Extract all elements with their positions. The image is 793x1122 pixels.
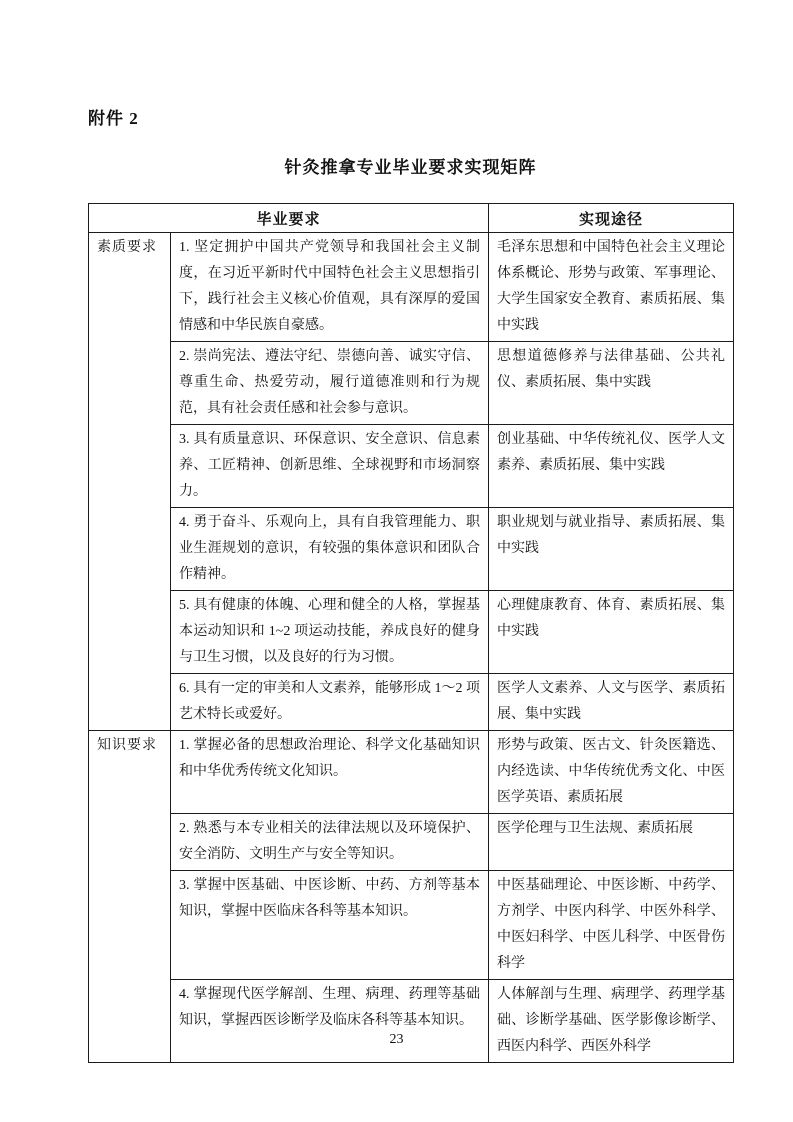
attachment-label: 附件 2 [88,109,139,128]
table-header-row [89,204,734,233]
column-header-pathway: 实现途径 [489,204,734,233]
pathway-cell: 心理健康教育、体育、素质拓展、集中实践 [489,591,734,674]
requirement-cell: 6. 具有一定的审美和人文素养，能够形成 1～2 项艺术特长或爱好。 [171,674,489,731]
requirement-cell: 4. 勇于奋斗、乐观向上，具有自我管理能力、职业生涯规划的意识，有较强的集体意识和团队合作精神。 [171,508,489,591]
table-row [89,814,734,871]
requirement-cell: 3. 具有质量意识、环保意识、安全意识、信息素养、工匠精神、创新思维、全球视野和市场洞察力。 [171,425,489,508]
requirement-cell: 2. 熟悉与本专业相关的法律法规以及环境保护、安全消防、文明生产与安全等知识。 [171,814,489,871]
pathway-cell: 毛泽东思想和中国特色社会主义理论体系概论、形势与政策、军事理论、大学生国家安全教育、素质拓展、集中实践 [489,233,734,342]
table-row [89,591,734,674]
page-title: 针灸推拿专业毕业要求实现矩阵 [284,158,537,177]
page-number: 23 [389,1032,404,1047]
table-row [89,980,734,1063]
graduation-requirements-matrix-table [88,203,734,1063]
table-row [89,871,734,980]
requirement-cell: 3. 掌握中医基础、中医诊断、中药、方剂等基本知识，掌握中医临床各科等基本知识。 [171,871,489,980]
pathway-cell: 医学人文素养、人文与医学、素质拓展、集中实践 [489,674,734,731]
column-header-requirement: 毕业要求 [89,204,489,233]
requirement-cell: 5. 具有健康的体魄、心理和健全的人格，掌握基本运动知识和 1~2 项运动技能，养成良好的健身与卫生习惯，以及良好的行为习惯。 [171,591,489,674]
table-row [89,233,734,342]
table-row [89,674,734,731]
requirement-cell: 4. 掌握现代医学解剖、生理、病理、药理等基础知识，掌握西医诊断学及临床各科等基本知识。 [171,980,489,1063]
table-row [89,731,734,814]
pathway-cell: 形势与政策、医古文、针灸医籍选、内经选读、中华传统优秀文化、中医医学英语、素质拓展 [489,731,734,814]
pathway-cell: 人体解剖与生理、病理学、药理学基础、诊断学基础、医学影像诊断学、西医内科学、西医外科学 [489,980,734,1063]
pathway-cell: 创业基础、中华传统礼仪、医学人文素养、素质拓展、集中实践 [489,425,734,508]
table-row [89,425,734,508]
table-row [89,508,734,591]
row-group-label: 知识要求 [89,731,171,1063]
pathway-cell: 思想道德修养与法律基础、公共礼仪、素质拓展、集中实践 [489,342,734,425]
pathway-cell: 中医基础理论、中医诊断、中药学、方剂学、中医内科学、中医外科学、中医妇科学、中医儿科学、中医骨伤科学 [489,871,734,980]
pathway-cell: 医学伦理与卫生法规、素质拓展 [489,814,734,871]
table-row [89,342,734,425]
pathway-cell: 职业规划与就业指导、素质拓展、集中实践 [489,508,734,591]
requirement-cell: 1. 掌握必备的思想政治理论、科学文化基础知识和中华优秀传统文化知识。 [171,731,489,814]
requirement-cell: 1. 坚定拥护中国共产党领导和我国社会主义制度，在习近平新时代中国特色社会主义思想指引下，践行社会主义核心价值观，具有深厚的爱国情感和中华民族自豪感。 [171,233,489,342]
requirement-cell: 2. 崇尚宪法、遵法守纪、崇德向善、诚实守信、尊重生命、热爱劳动，履行道德准则和行为规范，具有社会责任感和社会参与意识。 [171,342,489,425]
row-group-label: 素质要求 [89,233,171,731]
